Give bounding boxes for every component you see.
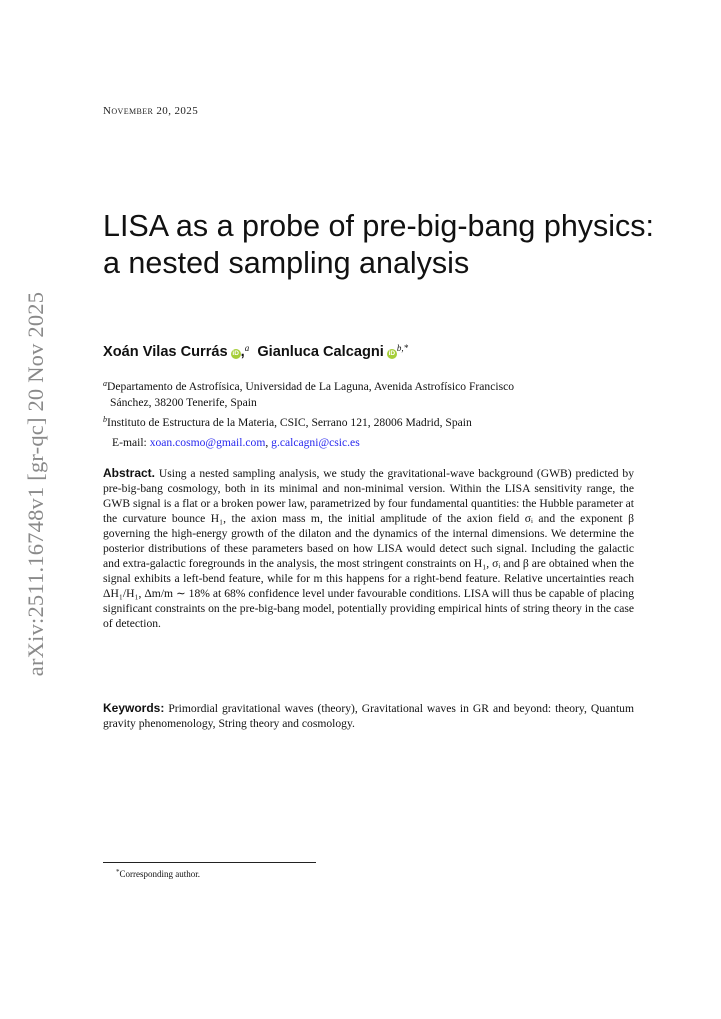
affiliation-text-continued: Sánchez, 38200 Tenerife, Spain [110, 395, 257, 409]
paper-title: LISA as a probe of pre-big-bang physics: a nested sampling analysis [103, 209, 655, 280]
affiliation-a [103, 376, 643, 410]
email-link[interactable]: g.calcagni@csic.es [271, 436, 360, 449]
author-separator: , [240, 344, 245, 360]
email-link[interactable]: xoan.cosmo@gmail.com [149, 436, 266, 449]
email-label: E-mail: [112, 436, 147, 449]
email-line: E-mail: xoan.cosmo@gmail.com, g.calcagni@csic.es [112, 436, 360, 449]
affiliation-b [103, 412, 472, 431]
keywords [103, 701, 634, 731]
paper-date: November 20, 2025 [103, 105, 199, 117]
affiliation-text: Departamento de Astrofísica, Universidad de La Laguna, Avenida Astrofísico Francisco [107, 380, 515, 393]
abstract-text: Using a nested sampling analysis, we study the gravitational-wave background (GWB) predicted by pre-big-bang cosmology, both in its minimal and non-minimal version. Within the LISA sensitivity range, the GWB signal is a flat or a broken power law, parametrized by four fundamental quantities: the Hubble parameter at the curvature bounce H₁, the axion mass m, the initial amplitude of the axion field σᵢ and the exponent β governing the high-energy growth of the dilaton and the dynamics of the internal dimensions. We determine the posterior distributions of these parameters based on how LISA would detect such signal. Including the galactic and extra-galactic foregrounds in the analysis, the most stringent constraints on H₁, σᵢ and β are obtained when the signal exhibits a left-bend feature, while for m this happens for a right-bend feature. Relative uncertainties reach ΔH₁/H₁, Δm/m ∼ 18% at 68% confidence level under favourable conditions. LISA will thus be capable of placing significant constraints on the pre-big-bang model, potentially providing empirical hints of string theory in the case of detection. [103, 467, 634, 630]
abstract [103, 466, 634, 631]
keywords-heading: Keywords: [103, 701, 165, 715]
arxiv-id: arXiv:2511.16748v1 [gr-qc] 20 Nov 2025 [23, 291, 48, 677]
affiliation-mark: b [103, 415, 107, 424]
footnote-mark: * [116, 868, 120, 876]
footnote-text: Corresponding author. [119, 869, 200, 879]
footnote [116, 868, 200, 879]
footnote-divider [103, 862, 316, 863]
author-list [103, 343, 408, 360]
abstract-heading: Abstract. [103, 466, 156, 480]
orcid-icon[interactable]: iD [388, 350, 396, 357]
keywords-text: Primordial gravitational waves (theory), Gravitational waves in GR and beyond: theory, Quantum gravity phenomenology, String theory and cosmology. [103, 702, 634, 730]
author-affiliation-mark: a [244, 343, 250, 353]
orcid-icon[interactable]: iD [232, 350, 239, 357]
author-affiliation-mark: b,* [396, 343, 409, 353]
affiliation-mark: a [103, 379, 107, 388]
affiliation-text: Instituto de Estructura de la Materia, CSIC, Serrano 121, 28006 Madrid, Spain [107, 416, 472, 429]
author-name: Xoán Vilas Currás [103, 344, 228, 360]
author-name: Gianluca Calcagni [257, 344, 384, 360]
